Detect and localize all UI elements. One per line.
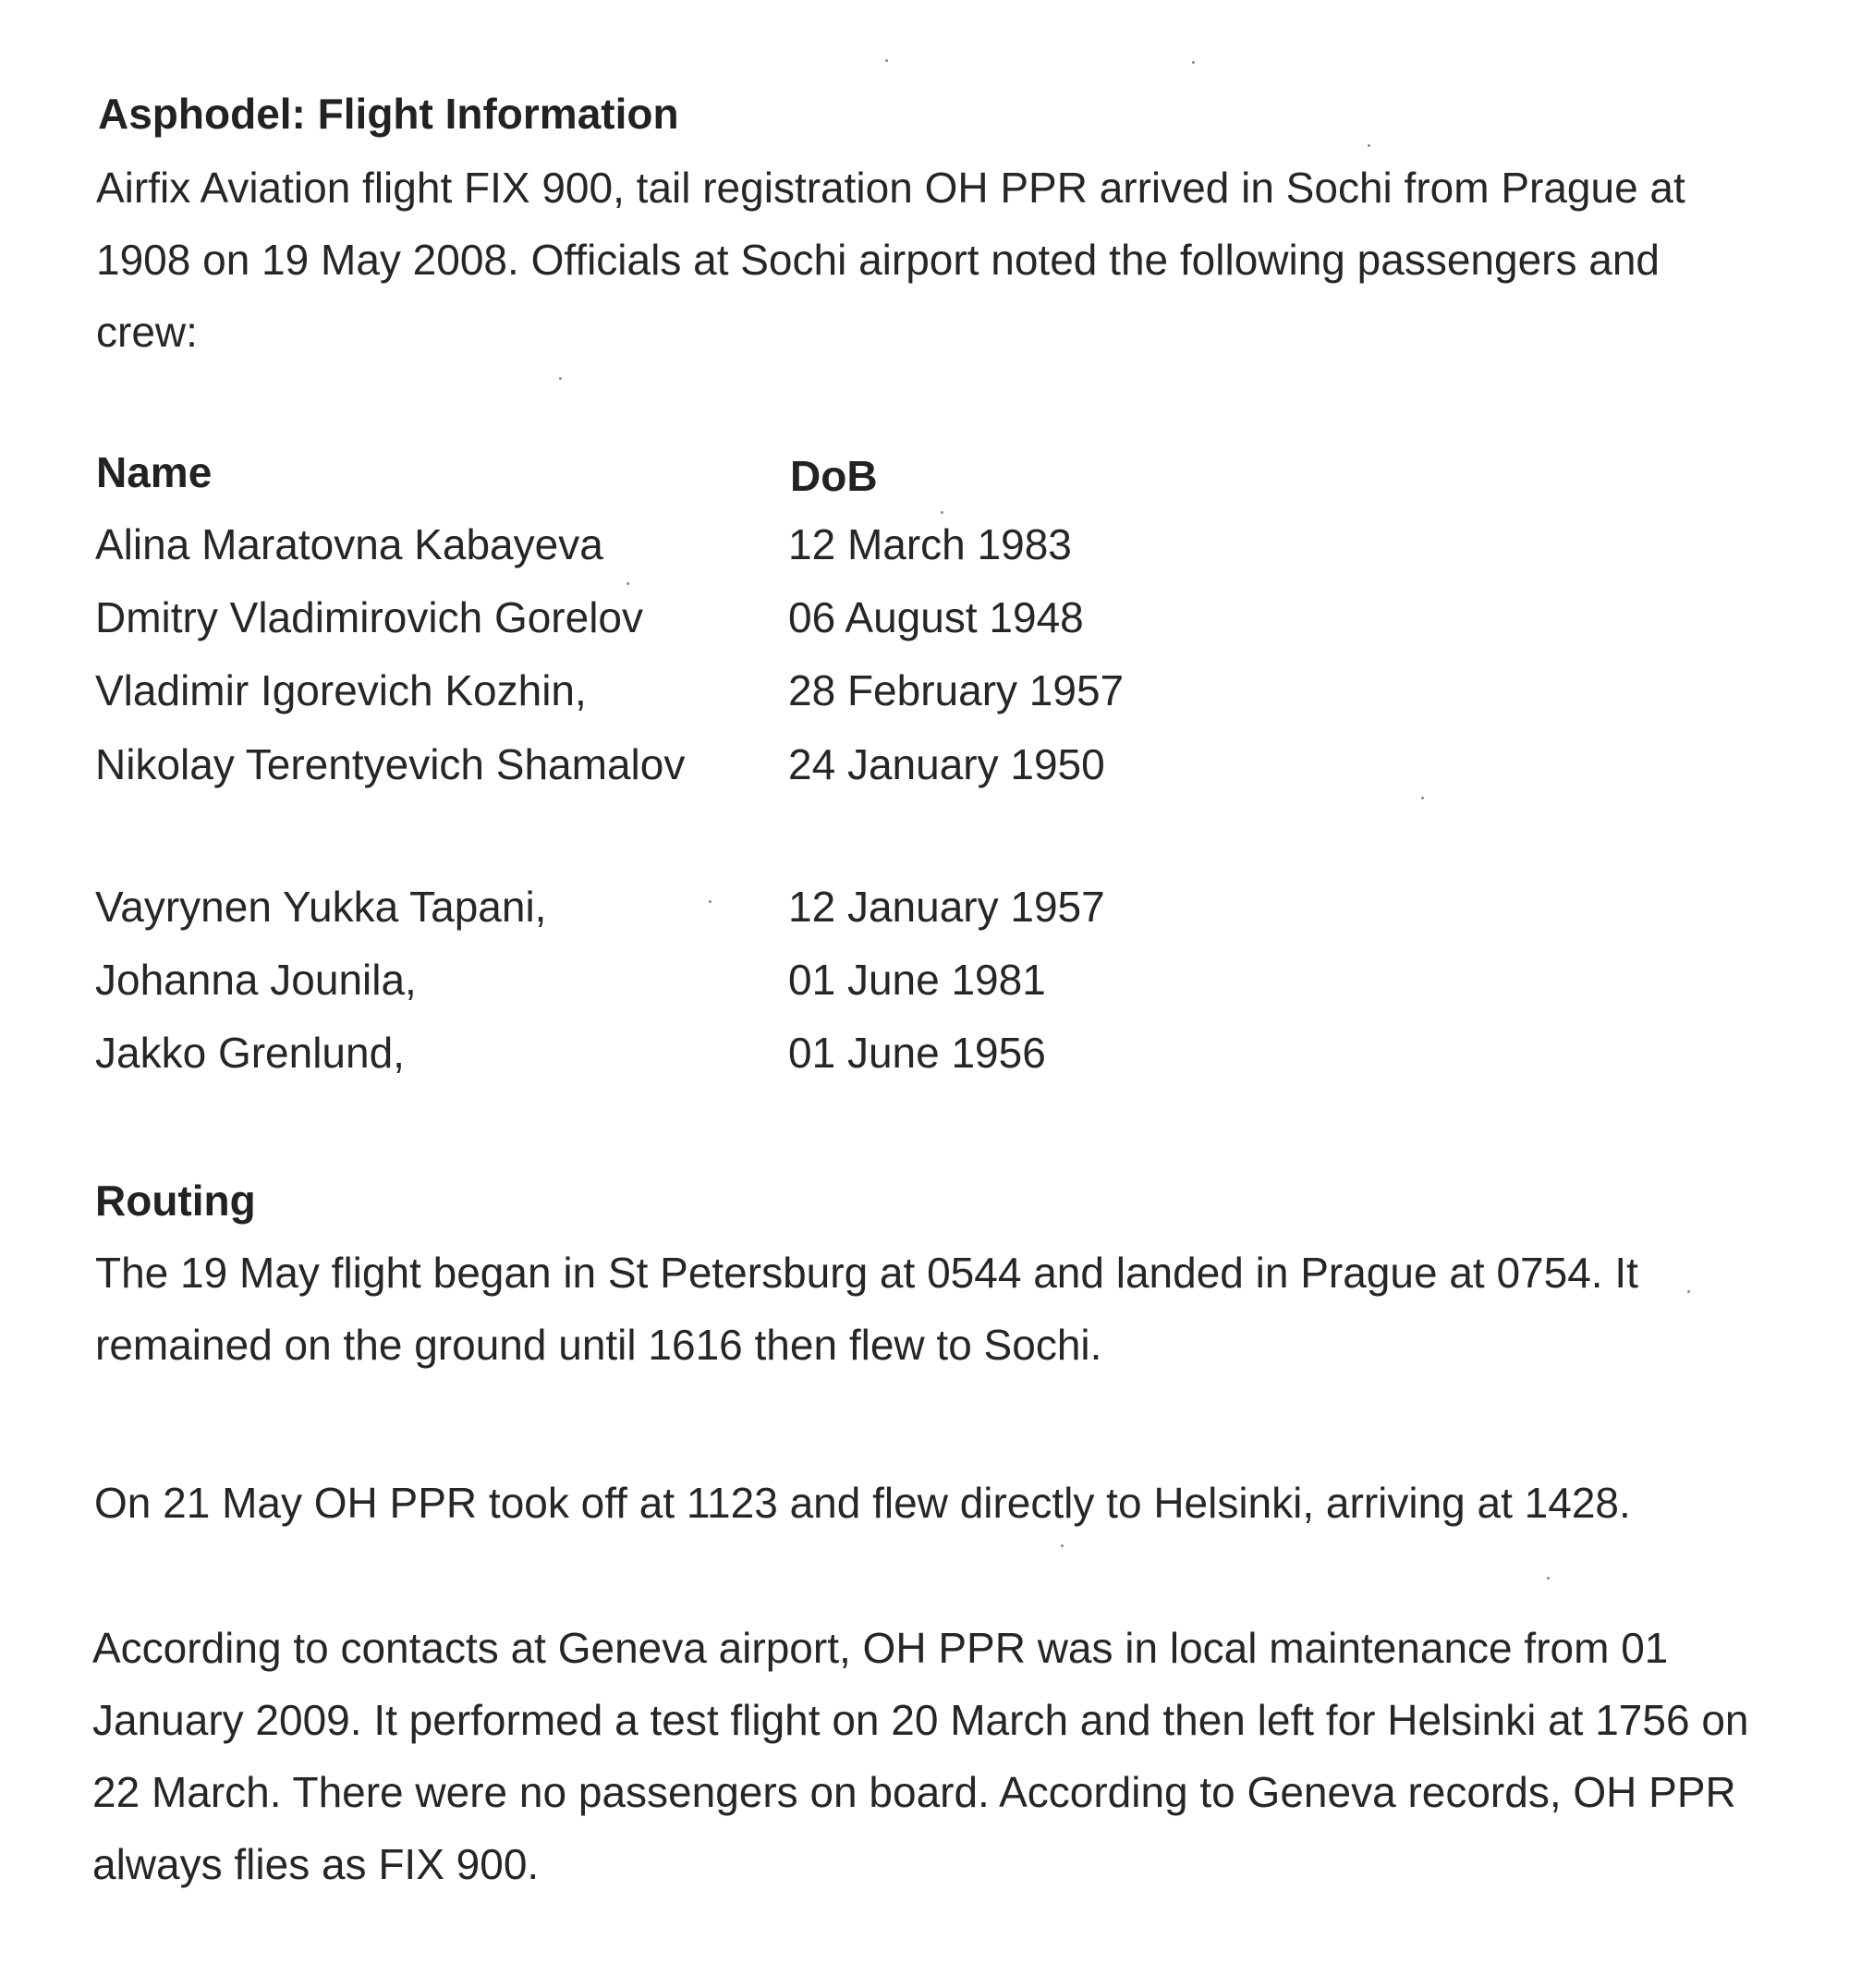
table-row — [0, 665, 1849, 738]
passenger-name: Nikolay Terentyevich Shamalov — [95, 740, 686, 788]
table-row — [0, 592, 1849, 665]
intro-line: 1908 on 19 May 2008. Officials at Sochi airport noted the following passengers and — [96, 236, 1660, 284]
crew-name: Vayrynen Yukka Tapani, — [95, 883, 547, 931]
scan-speck — [559, 377, 562, 380]
dob-column-header: DoB — [790, 452, 878, 500]
passenger-name: Vladimir Igorevich Kozhin, — [95, 666, 587, 714]
crew-name: Jakko Grenlund, — [95, 1029, 405, 1077]
document-title: Asphodel: Flight Information — [98, 90, 679, 138]
passenger-dob: 06 August 1948 — [788, 593, 1084, 641]
scan-speck — [1061, 1544, 1064, 1547]
scan-speck — [941, 511, 943, 514]
routing-heading: Routing — [95, 1177, 256, 1225]
table-row — [0, 739, 1849, 811]
table-row — [0, 519, 1849, 592]
scan-speck — [709, 900, 712, 903]
table-row — [0, 1028, 1849, 1100]
routing-line: The 19 May flight began in St Petersburg at 0544 and landed in Prague at 0754. It — [95, 1249, 1638, 1297]
table-row — [0, 882, 1849, 954]
intro-line: crew: — [96, 308, 198, 356]
scan-speck — [1368, 144, 1370, 147]
scan-speck — [1421, 797, 1424, 799]
scan-speck — [1687, 1290, 1690, 1293]
routing-line: On 21 May OH PPR took off at 1123 and flew directly to Helsinki, arriving at 1428. — [94, 1479, 1631, 1527]
routing-line: According to contacts at Geneva airport, OH PPR was in local maintenance from 01 — [92, 1624, 1669, 1672]
routing-line: January 2009. It performed a test flight on 20 March and then left for Helsinki at 1756 on — [92, 1696, 1749, 1744]
passenger-dob: 24 January 1950 — [788, 740, 1105, 788]
crew-dob: 12 January 1957 — [788, 883, 1105, 931]
routing-paragraph-2 — [94, 1467, 1785, 1539]
crew-dob: 01 June 1981 — [788, 956, 1046, 1004]
passenger-dob: 12 March 1983 — [788, 520, 1072, 568]
routing-line: always flies as FIX 900. — [92, 1840, 540, 1888]
routing-paragraph-1 — [95, 1237, 1786, 1381]
routing-paragraph-3 — [92, 1612, 1783, 1900]
intro-paragraph — [96, 152, 1787, 368]
passenger-name: Alina Maratovna Kabayeva — [95, 520, 603, 568]
scan-speck — [885, 59, 888, 62]
routing-line: remained on the ground until 1616 then flew to Sochi. — [95, 1321, 1102, 1369]
table-row — [0, 955, 1849, 1027]
name-column-header: Name — [96, 448, 213, 496]
crew-name: Johanna Jounila, — [95, 956, 417, 1004]
scan-speck — [1192, 61, 1195, 64]
crew-dob: 01 June 1956 — [788, 1029, 1046, 1077]
passenger-name: Dmitry Vladimirovich Gorelov — [95, 593, 644, 641]
passenger-dob: 28 February 1957 — [788, 666, 1125, 714]
scan-speck — [1547, 1577, 1550, 1579]
intro-line: Airfix Aviation flight FIX 900, tail registration OH PPR arrived in Sochi from Prague at — [96, 164, 1685, 212]
routing-line: 22 March. There were no passengers on board. According to Geneva records, OH PPR — [92, 1768, 1736, 1816]
scan-speck — [626, 582, 629, 585]
